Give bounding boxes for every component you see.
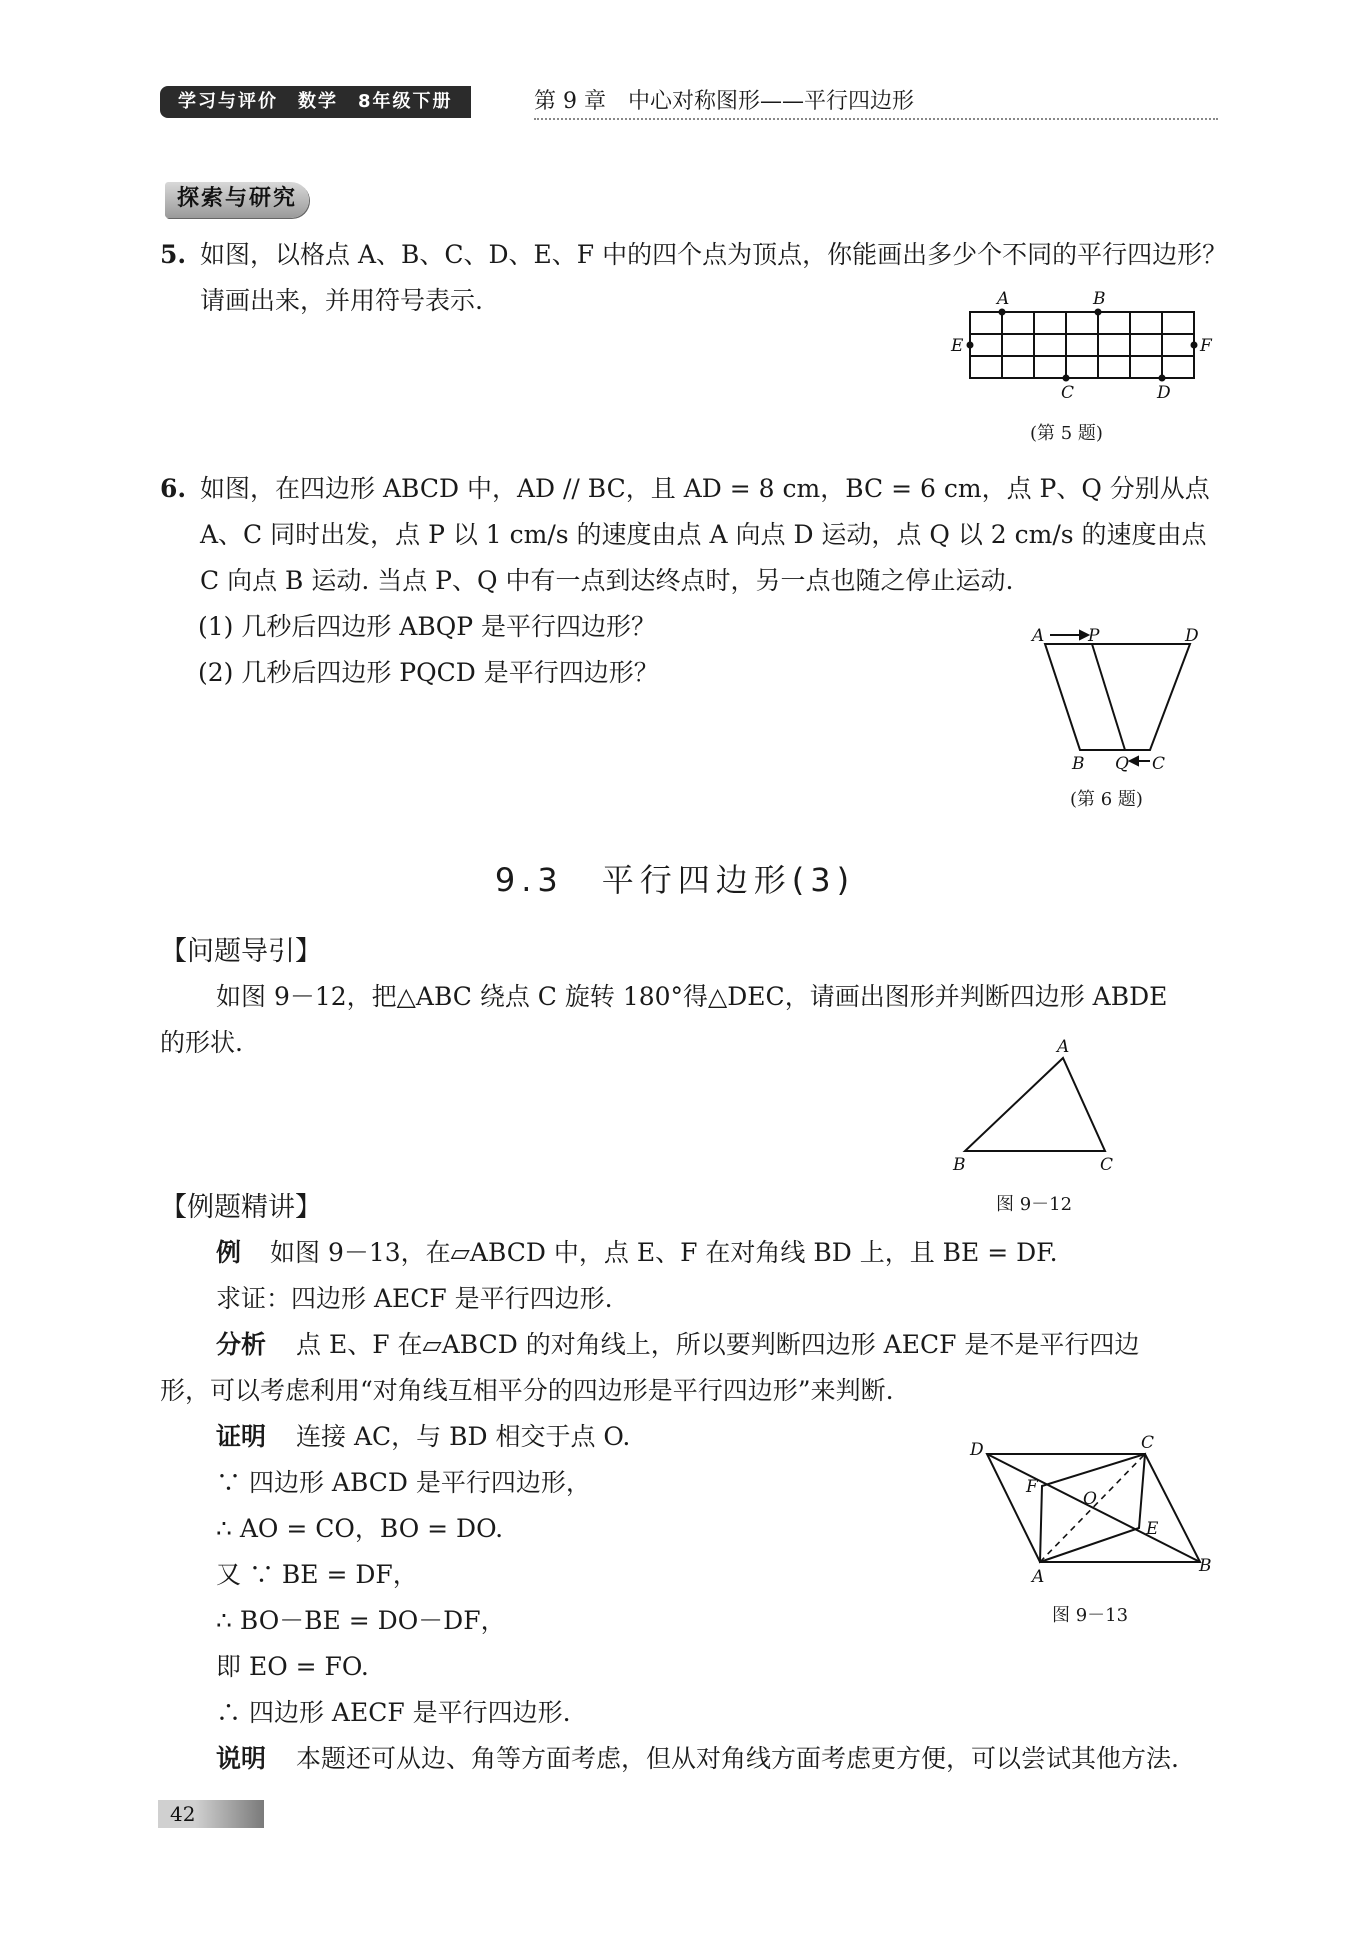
figure-9-13-parallelogram <box>955 1430 1225 1595</box>
problem-5-line-2: 请画出来，并用符号表示. <box>200 286 483 315</box>
label-d: D <box>970 1440 984 1460</box>
example-line-2: 求证：四边形 AECF 是平行四边形. <box>216 1284 613 1313</box>
page-number: 42 <box>158 1800 264 1828</box>
analysis-line-1: 点 E、F 在▱ABCD 的对角线上，所以要判断四边形 AECF 是不是平行四边 <box>296 1330 1140 1359</box>
label-c: C <box>1100 1155 1114 1175</box>
figure-6-caption: (第 6 题) <box>1070 789 1143 810</box>
label-b: B <box>1093 289 1106 309</box>
problem-6-number: 6. <box>160 474 187 503</box>
problem-5-number: 5. <box>160 240 187 269</box>
header-rule <box>534 118 1218 120</box>
problem-6-sub-1: (1) 几秒后四边形 ABQP 是平行四边形？ <box>198 612 656 641</box>
problem-5-line-1: 如图，以格点 A、B、C、D、E、F 中的四个点为顶点，你能画出多少个不同的平行四边形？ <box>200 240 1228 269</box>
grid-point-b <box>1095 309 1102 316</box>
label-b: B <box>1072 754 1085 774</box>
label-a: A <box>997 289 1010 309</box>
label-d: D <box>1185 626 1199 646</box>
example-title: 【例题精讲】 <box>160 1192 322 1223</box>
note-line: 本题还可从边、角等方面考虑，但从对角线方面考虑更方便，可以尝试其他方法. <box>296 1744 1179 1773</box>
grid-point-d <box>1159 375 1166 382</box>
label-f: F <box>1200 336 1212 356</box>
grid-point-c <box>1063 375 1070 382</box>
label-c: C <box>1152 754 1166 774</box>
label-a: A <box>1032 1567 1045 1587</box>
label-e: E <box>1146 1519 1159 1539</box>
guide-title: 【问题导引】 <box>160 936 322 967</box>
grid-point-e <box>967 342 974 349</box>
example-line-1: 如图 9－13，在▱ABCD 中，点 E、F 在对角线 BD 上，且 BE = DF. <box>270 1238 1058 1267</box>
analysis-line-2: 形，可以考虑利用“对角线互相平分的四边形是平行四边形”来判断. <box>160 1376 894 1405</box>
label-f: F <box>1026 1477 1038 1497</box>
figure-9-13-caption: 图 9－13 <box>1052 1605 1129 1626</box>
label-e: E <box>951 336 964 356</box>
grid-point-f <box>1191 342 1198 349</box>
guide-line-2: 的形状. <box>160 1028 243 1057</box>
grid-point-a <box>999 309 1006 316</box>
header-book-title: 学习与评价 数学 8年级下册 <box>160 86 471 118</box>
problem-6-sub-2: (2) 几秒后四边形 PQCD 是平行四边形？ <box>198 658 659 687</box>
label-a: A <box>1057 1037 1070 1057</box>
analysis-lead: 分析 <box>216 1330 267 1359</box>
label-a: A <box>1032 626 1045 646</box>
label-c: C <box>1141 1433 1155 1453</box>
problem-6-line-2: A、C 同时出发，点 P 以 1 cm/s 的速度由点 A 向点 D 运动，点 Q 以 2 cm/s 的速度由点 <box>200 520 1207 549</box>
proof-line-2: ∴ AO = CO，BO = DO. <box>216 1514 504 1543</box>
header-chapter-title: 第 9 章 中心对称图形——平行四边形 <box>534 89 914 114</box>
section-heading: 9.3 平行四边形(3) <box>494 861 856 899</box>
figure-6-trapezoid <box>1020 618 1220 778</box>
proof-line-1: ∵ 四边形 ABCD 是平行四边形， <box>216 1468 591 1497</box>
guide-line-1: 如图 9－12，把△ABC 绕点 C 旋转 180°得△DEC，请画出图形并判断四边形 ABDE <box>216 982 1168 1011</box>
figure-5-grid <box>945 286 1225 406</box>
problem-6-line-3: C 向点 B 运动. 当点 P、Q 中有一点到达终点时，另一点也随之停止运动. <box>200 566 1014 595</box>
proof-line-6: ∴ 四边形 AECF 是平行四边形. <box>216 1698 571 1727</box>
proof-line-3: 又 ∵ BE = DF， <box>216 1560 418 1589</box>
figure-9-12-triangle <box>945 1036 1125 1176</box>
label-b: B <box>953 1155 966 1175</box>
proof-lead: 证明 <box>216 1422 267 1451</box>
label-o: O <box>1083 1489 1097 1509</box>
proof-line-0: 连接 AC，与 BD 相交于点 O. <box>296 1422 631 1451</box>
note-lead: 说明 <box>216 1744 267 1773</box>
label-c: C <box>1061 383 1075 403</box>
label-d: D <box>1157 383 1171 403</box>
label-p: P <box>1088 626 1100 646</box>
label-q: Q <box>1115 754 1129 774</box>
figure-9-12-caption: 图 9－12 <box>996 1194 1073 1215</box>
example-lead: 例 <box>216 1238 242 1267</box>
label-b: B <box>1199 1556 1212 1576</box>
figure-5-caption: (第 5 题) <box>1030 423 1103 444</box>
proof-line-4: ∴ BO－BE = DO－DF， <box>216 1606 506 1635</box>
problem-6-line-1: 如图，在四边形 ABCD 中，AD // BC，且 AD = 8 cm，BC = 6 cm，点 P、Q 分别从点 <box>200 474 1210 503</box>
proof-line-5: 即 EO = FO. <box>216 1652 369 1681</box>
section-tag: 探索与研究 <box>165 182 309 218</box>
